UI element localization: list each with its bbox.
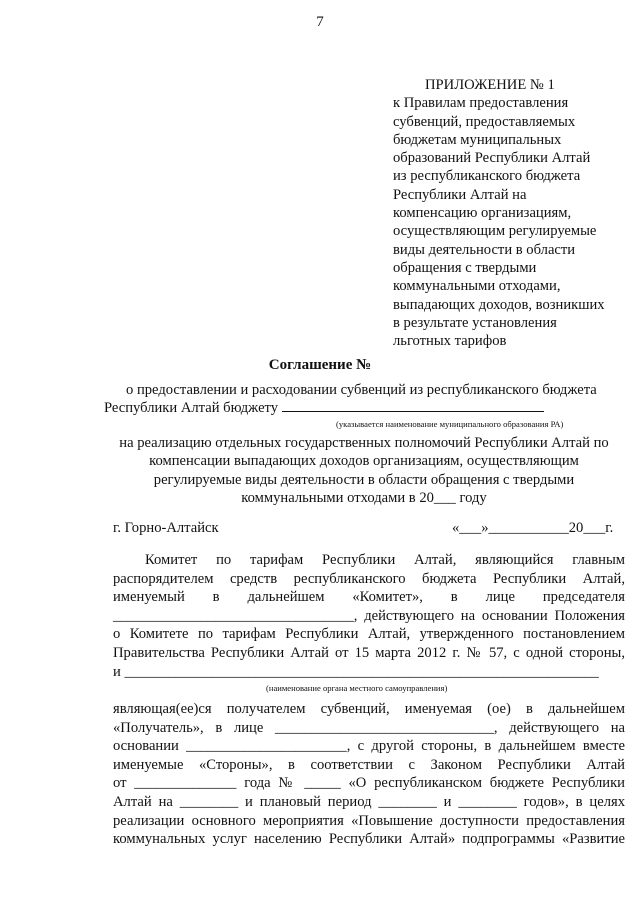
agreement-title: Соглашение №	[268, 357, 372, 373]
municipality-caption: (указывается наименование муниципального образования РА)	[336, 419, 564, 429]
appendix-title: ПРИЛОЖЕНИЕ № 1	[425, 77, 555, 93]
appendix-line: из республиканского бюджета	[393, 168, 581, 185]
subtitle-line: о предоставлении и расходовании субвенций из республиканского бюджета	[126, 382, 597, 398]
paragraph-line: о Комитете по тарифам Республики Алтай, утвержденного постановлением	[113, 626, 625, 643]
purpose-line: на реализацию отдельных государственных полномочий Республики Алтай по	[119, 435, 609, 451]
paragraph-line: и _________________________________________________________________	[113, 663, 599, 680]
agreement-purpose	[100, 434, 628, 507]
appendix-line: образований Республики Алтай	[393, 150, 591, 167]
paragraph-line: реализации основного мероприятия «Повышение доступности предоставления	[113, 812, 625, 829]
appendix-line: льготных тарифов	[393, 333, 507, 350]
purpose-line: регулируемые виды деятельности в области обращения с твердыми	[153, 471, 575, 488]
place-of-signing: г. Горно-Алтайск	[113, 520, 219, 536]
paragraph-line: Алтай на ________ и плановый период ________ и ________ годов», в целях	[113, 793, 625, 810]
appendix-line: субвенций, предоставляемых	[393, 113, 576, 130]
appendix-line: Республики Алтай на	[393, 186, 527, 203]
paragraph-line: Комитет по тарифам Республики Алтай, являющийся главным	[145, 552, 625, 568]
subtitle-line: Республики Алтай бюджету	[104, 400, 279, 416]
page-number: 7	[316, 14, 324, 30]
paragraph-line: Правительства Республики Алтай от 15 марта 2012 г. № 57, с одной стороны,	[113, 644, 625, 661]
paragraph-line: основании ______________________, с другой стороны, в дальнейшем вместе	[113, 738, 625, 755]
paragraph-line: распорядителем средств республиканского бюджета Республики Алтай,	[113, 570, 625, 587]
authority-caption: (наименование органа местного самоуправления)	[266, 683, 448, 693]
paragraph-line: именуемый в дальнейшем «Комитет», в лице председателя	[113, 589, 625, 606]
paragraph-recipient	[113, 700, 625, 849]
paragraph-line: от ______________ года № _____ «О республиканском бюджете Республики	[113, 775, 625, 792]
paragraph-line: являющая(ее)ся получателем субвенций, именуемая (ое) в дальнейшем	[113, 701, 625, 717]
paragraph-line: _________________________________, действующего на основании Положения	[113, 607, 625, 624]
appendix-line: в результате установления	[393, 314, 557, 331]
appendix-line: коммунальными отходами,	[393, 278, 561, 295]
paragraph-line: «Получатель», в лице ______________________________, действующего на	[113, 719, 625, 736]
purpose-line: компенсации выпадающих доходов организациям, осуществляющим	[149, 453, 579, 470]
appendix-line: обращения с твердыми	[393, 259, 537, 276]
date-of-signing: «___»___________20___г.	[452, 520, 614, 536]
appendix-line: бюджетам муниципальных	[393, 131, 562, 148]
paragraph-line: именуемые «Стороны», в соответствии с Законом Республики Алтай	[113, 756, 625, 773]
paragraph-line: коммунальных услуг населению Республики Алтай» подпрограммы «Развитие	[113, 831, 625, 848]
appendix-line: к Правилам предоставления	[393, 95, 569, 112]
agreement-subtitle	[104, 381, 624, 417]
purpose-line: коммунальными отходами в 20___ году	[241, 489, 487, 506]
appendix-block	[393, 76, 613, 350]
municipality-blank	[282, 399, 544, 412]
appendix-line: выпадающих доходов, возникших	[393, 296, 605, 313]
appendix-line: компенсацию организациям,	[393, 205, 572, 222]
paragraph-committee	[113, 551, 625, 681]
appendix-line: осуществляющим регулируемые	[393, 223, 597, 240]
appendix-line: виды деятельности в области	[393, 241, 576, 258]
